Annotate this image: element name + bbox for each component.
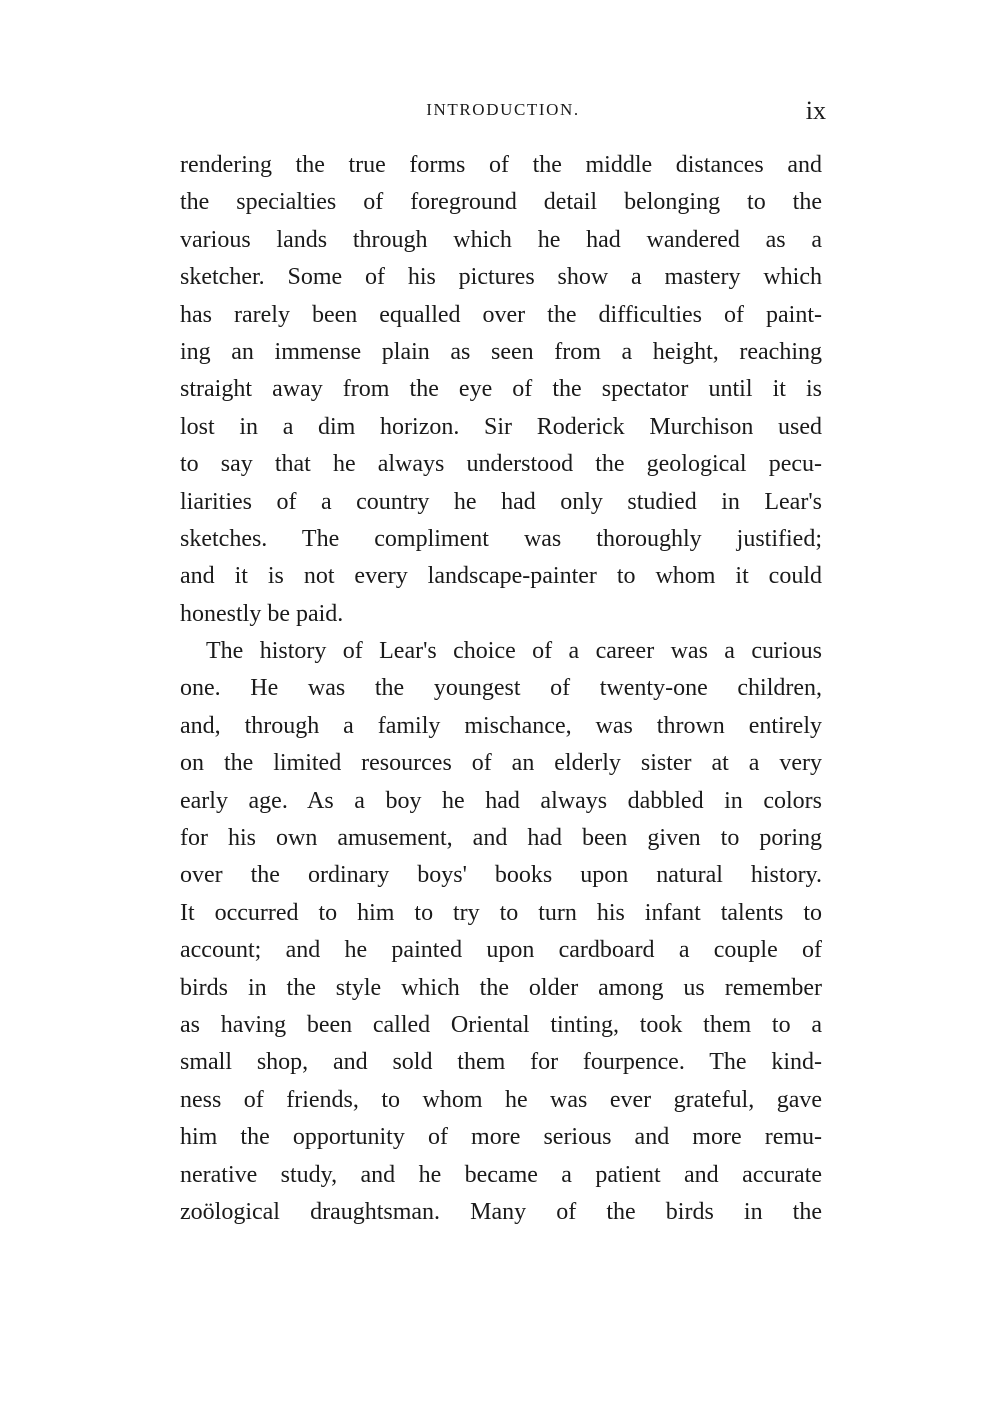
text-line: The history of Lear's choice of a career was a curious xyxy=(206,638,822,665)
text-line: various lands through which he had wandered as a xyxy=(180,226,822,253)
text-line: zoölogical draughtsman. Many of the birds in the xyxy=(180,1198,822,1225)
text-line: has rarely been equalled over the difficulties of paint- xyxy=(180,301,822,328)
text-line: straight away from the eye of the spectator until it is xyxy=(180,376,822,403)
text-line: ing an immense plain as seen from a height, reaching xyxy=(180,338,822,365)
text-line: birds in the style which the older among us remember xyxy=(180,974,822,1001)
text-line: over the ordinary boys' books upon natural history. xyxy=(180,862,822,889)
paragraph-1 xyxy=(180,147,822,633)
running-header xyxy=(180,96,826,132)
text-line: for his own amusement, and had been given to poring xyxy=(180,825,822,852)
text-line: rendering the true forms of the middle distances and xyxy=(180,152,822,178)
text-line: early age. As a boy he had always dabbled in colors xyxy=(180,787,822,814)
text-line: lost in a dim horizon. Sir Roderick Murchison used xyxy=(180,413,822,440)
text-line: to say that he always understood the geological pecu- xyxy=(180,451,822,478)
text-line: one. He was the youngest of twenty-one children, xyxy=(180,675,822,702)
paragraph-2 xyxy=(180,633,822,1231)
text-line: liarities of a country he had only studied in Lear's xyxy=(180,488,822,515)
text-line: honestly be paid. xyxy=(180,600,344,627)
body-text xyxy=(180,147,822,1231)
page-number: ix xyxy=(805,96,826,125)
running-head-title: INTRODUCTION. xyxy=(426,100,580,119)
text-line: him the opportunity of more serious and more remu- xyxy=(180,1124,822,1151)
text-line: and it is not every landscape-painter to whom it could xyxy=(180,563,822,590)
text-line: small shop, and sold them for fourpence. The kind- xyxy=(180,1049,822,1076)
text-line: sketches. The compliment was thoroughly justified; xyxy=(180,525,822,552)
text-line: nerative study, and he became a patient and accurate xyxy=(180,1161,822,1188)
text-line: as having been called Oriental tinting, took them to a xyxy=(180,1011,822,1038)
text-line: and, through a family mischance, was thrown entirely xyxy=(180,712,822,739)
text-line: account; and he painted upon cardboard a couple of xyxy=(180,937,822,964)
text-line: ness of friends, to whom he was ever grateful, gave xyxy=(180,1086,822,1113)
text-line: sketcher. Some of his pictures show a mastery which xyxy=(180,264,822,291)
text-line: It occurred to him to try to turn his infant talents to xyxy=(180,899,822,926)
text-line: the specialties of foreground detail belonging to the xyxy=(180,189,822,216)
text-line: on the limited resources of an elderly sister at a very xyxy=(180,750,822,777)
